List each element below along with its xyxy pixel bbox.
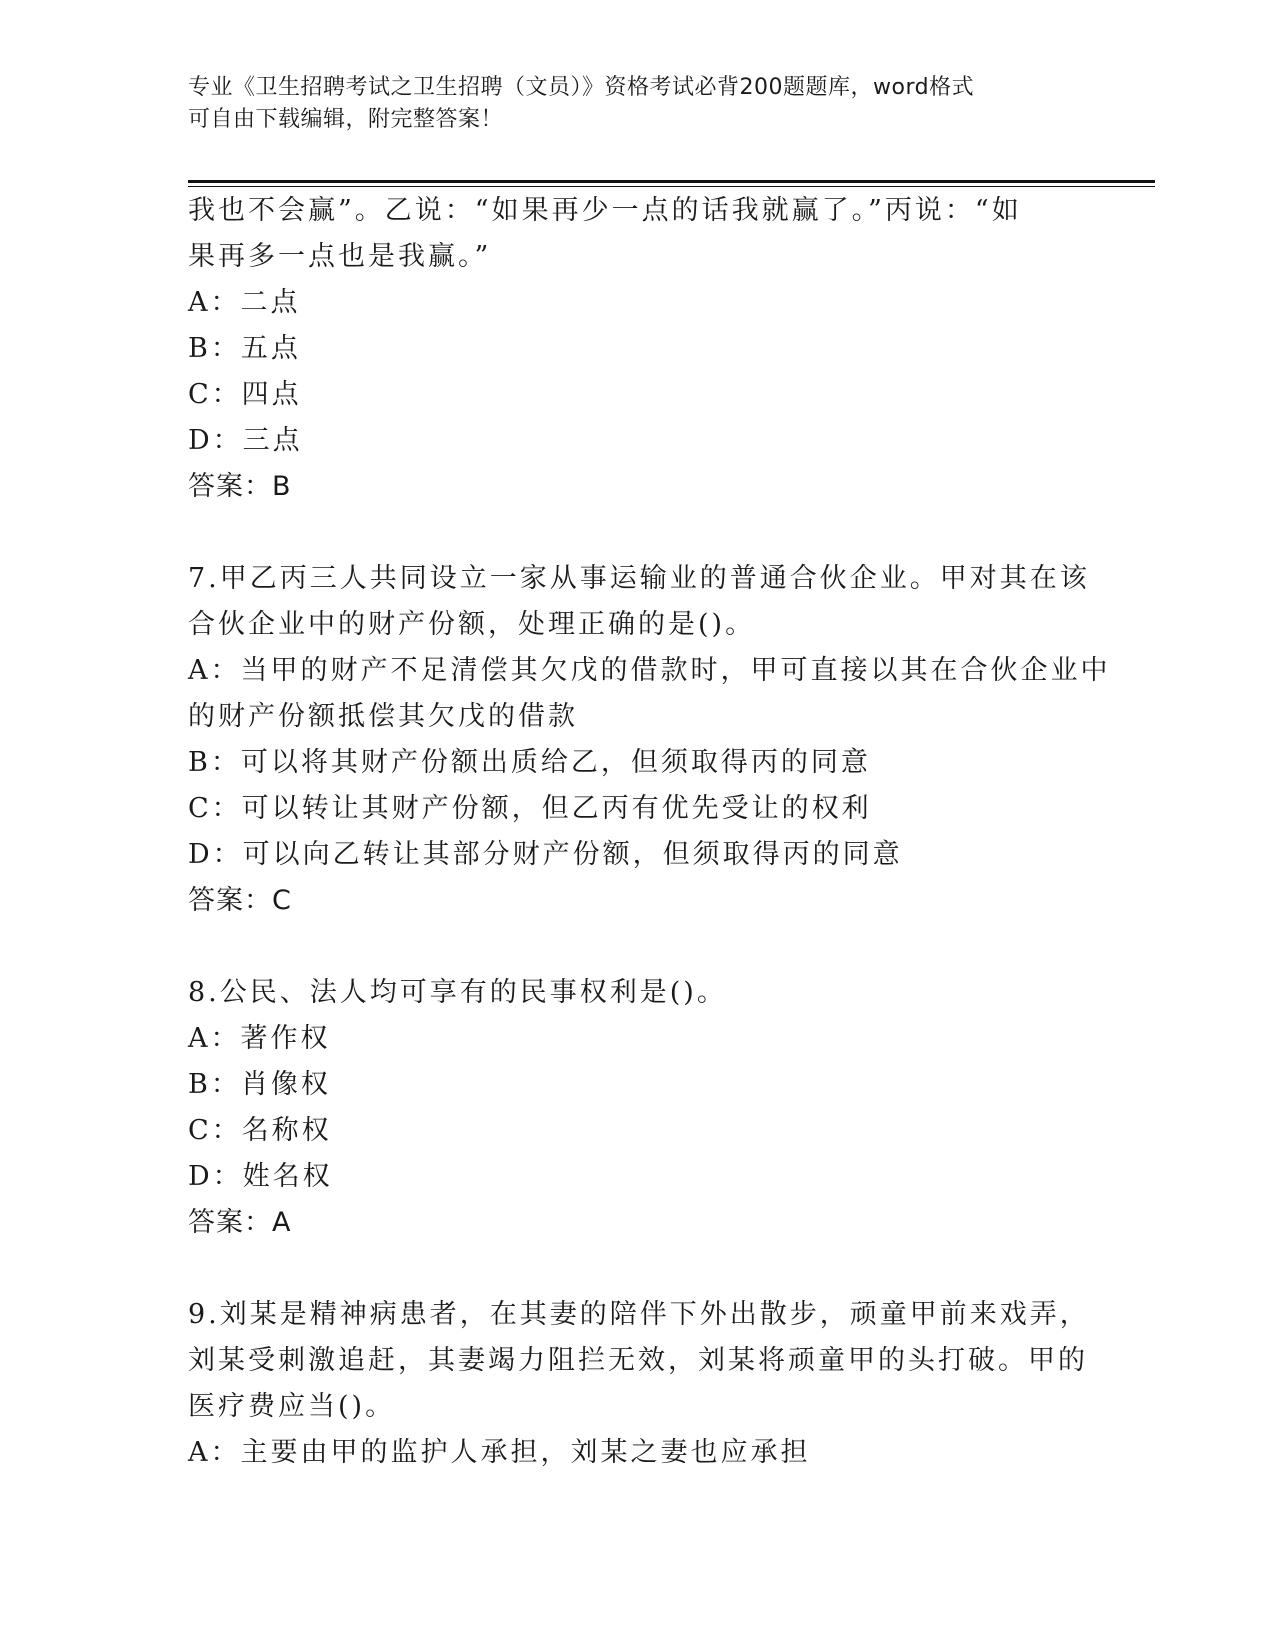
question-9-stem-3: 医疗费应当()。 (188, 1391, 396, 1422)
question-6-option-c: C：四点 (188, 379, 302, 410)
question-6-continuation-2: 果再多一点也是我赢。” (188, 241, 492, 272)
header-line-2: 可自由下载编辑，附完整答案！ (188, 107, 504, 132)
question-7 (188, 556, 1111, 924)
question-7-option-a-1: A：当甲的财产不足清偿其欠戊的借款时，甲可直接以其在合伙企业中 (188, 655, 1111, 686)
question-7-stem-2: 合伙企业中的财产份额，处理正确的是()。 (188, 609, 756, 640)
question-6 (188, 188, 1078, 510)
question-8-option-c: C：名称权 (188, 1115, 332, 1146)
question-8-option-b: B：肖像权 (188, 1069, 331, 1100)
question-6-continuation-1: 我也不会赢”。乙说：“如果再少一点的话我就赢了。”丙说：“如 (188, 195, 1022, 226)
question-8-stem: 8.公民、法人均可享有的民事权利是()。 (188, 977, 727, 1008)
question-7-answer: 答案：C (188, 885, 292, 916)
question-8-option-a: A：著作权 (188, 1023, 331, 1054)
header-divider-thick (188, 180, 1155, 183)
question-9-stem-1: 9.刘某是精神病患者，在其妻的陪伴下外出散步，顽童甲前来戏弄， (188, 1299, 1090, 1330)
question-8-answer: 答案：A (188, 1207, 292, 1238)
question-9-stem-2: 刘某受刺激追赶，其妻竭力阻拦无效，刘某将顽童甲的头打破。甲的 (188, 1345, 1088, 1376)
spacer (188, 1246, 1078, 1292)
question-8 (188, 970, 1078, 1246)
question-7-stem-1: 7.甲乙丙三人共同设立一家从事运输业的普通合伙企业。甲对其在该 (188, 563, 1090, 594)
document-body (188, 188, 1111, 1476)
spacer (188, 924, 1078, 970)
question-7-option-d: D：可以向乙转让其部分财产份额，但须取得丙的同意 (188, 839, 903, 870)
question-7-option-a-2: 的财产份额抵偿其欠戊的借款 (188, 701, 578, 732)
header-divider-thin (188, 186, 1155, 187)
spacer (188, 510, 1078, 556)
header-line-1: 专业《卫生招聘考试之卫生招聘（文员）》资格考试必背200题题库，word格式 (188, 75, 975, 100)
question-9 (188, 1292, 1090, 1476)
question-8-option-d: D：姓名权 (188, 1161, 333, 1192)
question-9-option-a: A：主要由甲的监护人承担，刘某之妻也应承担 (188, 1437, 811, 1468)
question-6-answer: 答案：B (188, 471, 292, 502)
question-6-option-a: A：二点 (188, 287, 301, 318)
question-7-option-c: C：可以转让其财产份额，但乙丙有优先受让的权利 (188, 793, 872, 824)
document-header (188, 72, 1088, 136)
question-6-option-b: B：五点 (188, 333, 301, 364)
question-7-option-b: B：可以将其财产份额出质给乙，但须取得丙的同意 (188, 747, 871, 778)
question-6-option-d: D：三点 (188, 425, 303, 456)
